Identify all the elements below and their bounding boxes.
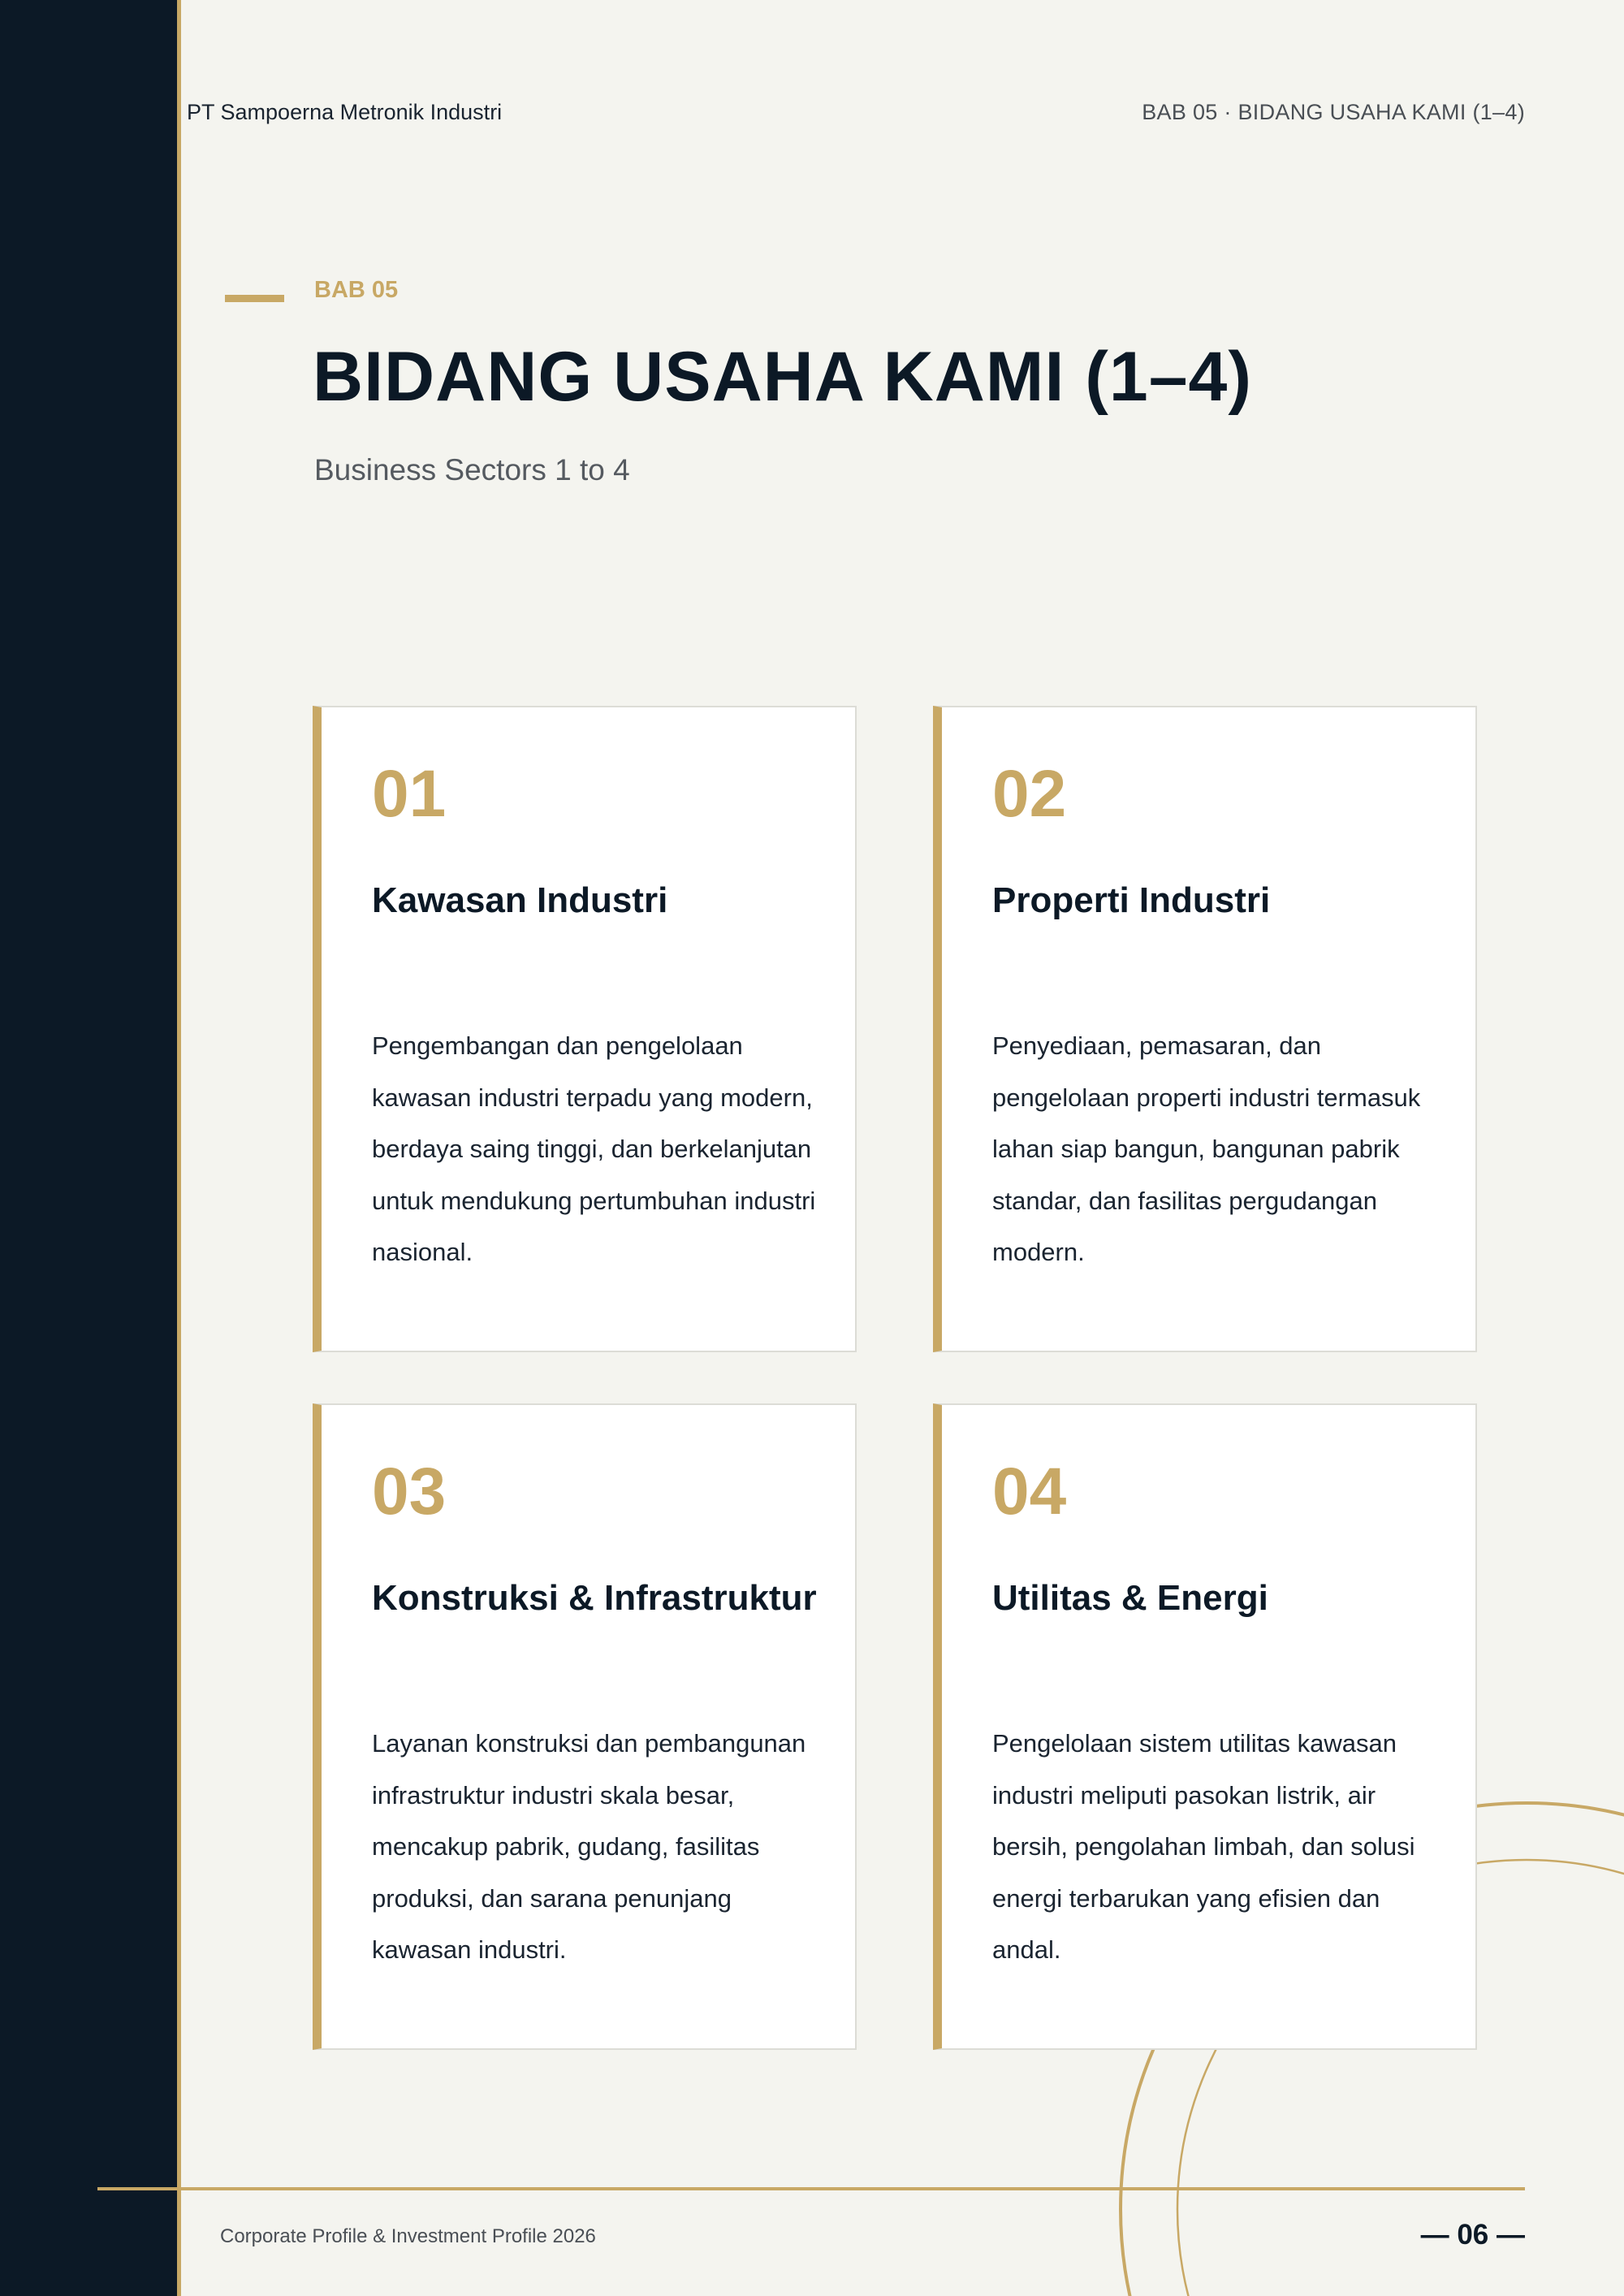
card-title: Kawasan Industri — [372, 880, 668, 920]
card-description: Penyediaan, pemasaran, dan pengelolaan properti industri termasuk lahan siap bangun, bangunan pabrik standar, dan fasilitas pergudangan modern. — [992, 1031, 1421, 1266]
kicker-rule — [225, 295, 284, 302]
card-description: Pengembangan dan pengelolaan kawasan industri terpadu yang modern, berdaya saing tinggi, dan berkelanjutan untuk mendukung pertumbuhan industri nasional. — [372, 1031, 816, 1266]
section-kicker: BAB 05 — [314, 277, 399, 303]
card-number: 02 — [992, 757, 1067, 831]
sector-card-02 — [933, 706, 1477, 1352]
card-description: Layanan konstruksi dan pembangunan infrastruktur industri skala besar, mencakup pabrik, gudang, fasilitas produksi, dan sarana penunjang kawasan industri. — [372, 1729, 806, 1964]
card-title: Konstruksi & Infrastruktur — [372, 1578, 817, 1618]
page-number: — 06 — — [1420, 2219, 1525, 2251]
card-title: Utilitas & Energi — [992, 1578, 1268, 1618]
header-chapter-ref: BAB 05 · BIDANG USAHA KAMI (1–4) — [1142, 100, 1525, 124]
footer-text: Corporate Profile & Investment Profile 2026 — [220, 2225, 596, 2247]
header-company-name: PT Sampoerna Metronik Industri — [187, 100, 503, 124]
card-number: 01 — [372, 757, 447, 831]
card-number: 03 — [372, 1455, 447, 1529]
sector-card-01 — [313, 706, 857, 1352]
card-title: Properti Industri — [992, 880, 1271, 920]
page-subtitle: Business Sectors 1 to 4 — [314, 453, 630, 486]
sector-card-04 — [933, 1403, 1477, 2050]
card-description: Pengelolaan sistem utilitas kawasan industri meliputi pasokan listrik, air bersih, pengolahan limbah, dan solusi energi terbarukan yang efisien dan andal. — [992, 1729, 1415, 1964]
footer-rule — [97, 2187, 1525, 2190]
page-title: BIDANG USAHA KAMI (1–4) — [313, 338, 1252, 416]
sector-card-03 — [313, 1403, 857, 2050]
card-number: 04 — [992, 1455, 1067, 1529]
